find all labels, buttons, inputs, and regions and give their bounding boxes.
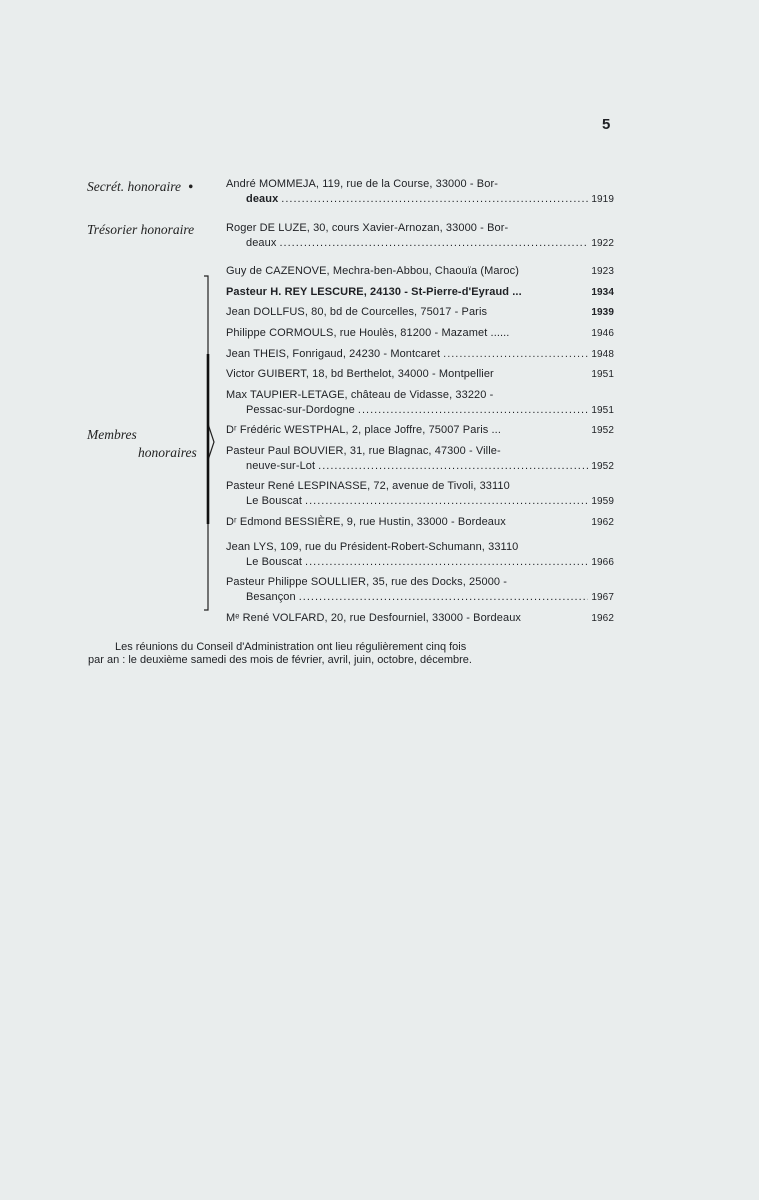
entry-text-cont: deaux	[246, 193, 279, 205]
entry-member	[226, 305, 614, 320]
entry-member	[226, 479, 614, 509]
entry-year: 1951	[591, 405, 614, 416]
entry-member	[226, 515, 614, 530]
entry-year: 1934	[591, 287, 614, 298]
entry-text: Dʳ Frédéric WESTPHAL, 2, place Joffre, 75007 Paris ...	[226, 424, 501, 436]
entry-member	[226, 388, 614, 418]
entry-text: Roger DE LUZE, 30, cours Xavier-Arnozan, 33000 - Bor-	[226, 222, 509, 234]
entry-year: 1952	[591, 461, 614, 472]
page-number: 5	[602, 116, 611, 133]
entry-treasurer	[226, 221, 614, 251]
leader-dots	[281, 192, 588, 207]
entry-text: André MOMMEJA, 119, rue de la Course, 33000 - Bor-	[226, 178, 498, 190]
entry-member	[226, 326, 614, 341]
leader-dots	[318, 459, 588, 474]
role-label-treasurer: Trésorier honoraire	[87, 222, 195, 237]
entry-year: 1919	[591, 194, 614, 205]
entry-year: 1952	[591, 425, 614, 436]
entry-member	[226, 347, 614, 362]
entry-text-cont: Pessac-sur-Dordogne	[246, 404, 355, 416]
entry-member	[226, 285, 614, 300]
entry-text: Pasteur Philippe SOULLIER, 35, rue des Docks, 25000 -	[226, 576, 508, 588]
leader-dots	[305, 494, 588, 509]
entry-year: 1967	[591, 592, 614, 603]
entry-year: 1951	[591, 369, 614, 380]
role-label-secretary	[87, 179, 193, 195]
meetings-paragraph	[88, 641, 618, 667]
bullet-mark: •	[188, 179, 194, 194]
entry-year: 1939	[591, 307, 614, 318]
leader-dots	[443, 347, 588, 362]
entry-year: 1946	[591, 328, 614, 339]
entry-year: 1959	[591, 496, 614, 507]
entry-text: Guy de CAZENOVE, Mechra-ben-Abbou, Chaouïa (Maroc)	[226, 265, 519, 277]
entry-year: 1966	[591, 557, 614, 568]
entry-text: Pasteur H. REY LESCURE, 24130 - St-Pierre-d'Eyraud ...	[226, 286, 522, 298]
entry-year: 1922	[591, 238, 614, 249]
role-label-members-1: Membres	[87, 427, 137, 442]
entry-text-cont: Le Bouscat	[246, 495, 303, 507]
role-label-members-2: honoraires	[138, 445, 197, 460]
paragraph-line: par an : le deuxième samedi des mois de février, avril, juin, octobre, décembre.	[88, 654, 472, 666]
leader-dots	[299, 590, 589, 605]
entry-text: Pasteur Paul BOUVIER, 31, rue Blagnac, 47300 - Ville-	[226, 445, 501, 457]
entry-year: 1962	[591, 517, 614, 528]
entry-secretary	[226, 177, 614, 207]
leader-dots	[279, 236, 588, 251]
paragraph-line: Les réunions du Conseil d'Administration ont lieu régulièrement cinq fois	[115, 641, 467, 653]
entry-member	[226, 367, 614, 382]
entry-year: 1923	[591, 266, 614, 277]
entry-member	[226, 575, 614, 605]
entry-text-cont: neuve-sur-Lot	[246, 460, 316, 472]
entry-text: Dʳ Edmond BESSIÈRE, 9, rue Hustin, 33000 - Bordeaux	[226, 516, 506, 528]
entry-text: Jean DOLLFUS, 80, bd de Courcelles, 75017 - Paris	[226, 306, 488, 318]
entry-year: 1962	[591, 613, 614, 624]
leader-dots	[358, 403, 588, 418]
entry-text: Max TAUPIER-LETAGE, château de Vidasse, 33220 -	[226, 389, 494, 401]
entry-text: Mᵉ René VOLFARD, 20, rue Desfourniel, 33000 - Bordeaux	[226, 612, 522, 624]
entry-member	[226, 444, 614, 474]
entry-member	[226, 611, 614, 626]
role-secretary-text: Secrét. honoraire	[87, 179, 181, 194]
entry-text-cont: Besançon	[246, 591, 296, 603]
entry-text: Pasteur René LESPINASSE, 72, avenue de Tivoli, 33110	[226, 480, 510, 492]
entry-member	[226, 540, 614, 570]
entry-year: 1948	[591, 349, 614, 360]
entry-text: Jean THEIS, Fonrigaud, 24230 - Montcaret	[226, 348, 441, 360]
entry-text: Philippe CORMOULS, rue Houlès, 81200 - Mazamet ......	[226, 327, 510, 339]
leader-dots	[305, 555, 588, 570]
entry-text-cont: deaux	[246, 237, 277, 249]
entry-member	[226, 423, 614, 438]
entry-text: Victor GUIBERT, 18, bd Berthelot, 34000 - Montpellier	[226, 368, 494, 380]
entry-member	[226, 264, 614, 279]
entry-text-cont: Le Bouscat	[246, 556, 303, 568]
entry-text: Jean LYS, 109, rue du Président-Robert-Schumann, 33110	[226, 541, 519, 553]
brace-icon	[202, 274, 216, 612]
